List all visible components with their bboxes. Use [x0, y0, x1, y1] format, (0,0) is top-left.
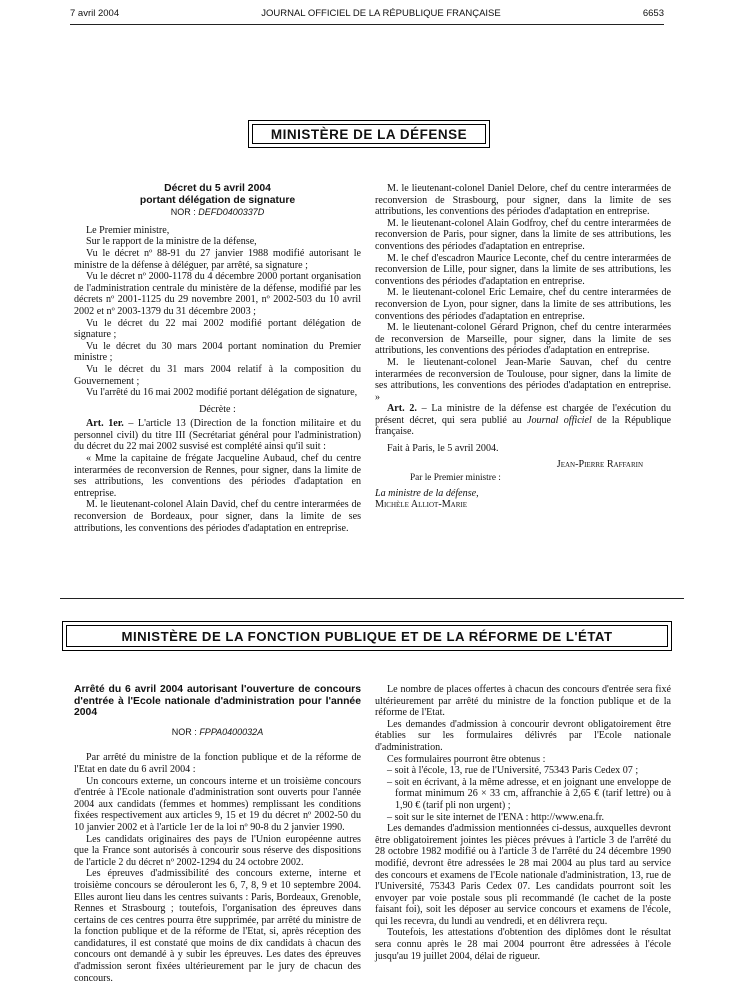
section-heading-text: MINISTÈRE DE LA DÉFENSE: [270, 126, 468, 142]
section-heading-defense: [248, 120, 490, 148]
arrete-paragraph: Les demandes d'admission mentionnées ci-dessus, auxquelles devront être obligatoirement jointes les pièces prévues à l'article 3 de l'arrêté du 28 octobre 1982 modifié ou à l'article 3 de l'arrêté du 24 décembre 1990 modifié, devront être adressées le 28 mai 2004 au plus tard au service des concours et examens de l'Ecole nationale d'administration, 13, rue de l'Université, 75343 Paris Cedex 07. Les candidats pourront soit les envoyer par voie postale sous pli recommandé (le cachet de la poste faisant foi), soit les déposer au service concours et examens de l'école, qui les recevra, du lundi au vendredi, et en délivrera reçu.: [375, 823, 671, 927]
formulaire-option: – soit en écrivant, à la même adresse, et en joignant une enveloppe de format minimum 26 × 33 cm, affranchie à 2,65 € (tarif lettre) ou à 1,90 € (tarif pli non urgent) ;: [387, 776, 671, 811]
header-journal-title: JOURNAL OFFICIEL DE LA RÉPUBLIQUE FRANÇAISE: [261, 8, 501, 19]
decret-nor: [74, 207, 361, 219]
article-1-designations-continued: [375, 183, 671, 403]
header-rule: [70, 24, 664, 25]
ministre-title-text: La ministre de la défense,: [375, 487, 479, 499]
article-2-text-a: – La ministre de la défense est chargée de l'exécution du présent décret, qui sera publié au: [375, 403, 671, 426]
section-divider: [60, 598, 684, 599]
nor-label: NOR :: [170, 207, 199, 218]
running-header: [70, 8, 664, 19]
decret-left-column: [74, 183, 361, 534]
designation-paragraph: M. le lieutenant-colonel Jean-Marie Sauvan, chef du centre interarmées de reconversion de Toulouse, pour signer, dans la limite de ses attributions, les conventions des périodes d'adaptation en entreprise. »: [375, 356, 671, 403]
article-1: [74, 418, 361, 453]
nor-code: FPPA0400032A: [199, 726, 264, 737]
section-heading-inner-frame: [252, 124, 486, 144]
formulaires-list: [375, 765, 671, 823]
section-heading-fonction-publique: [62, 621, 672, 651]
visa-paragraph: Vu le décret du 22 mai 2002 modifié portant délégation de signature ;: [74, 317, 361, 341]
arrete-paragraph: Les demandes d'admission à concourir devront obligatoirement être établies sur les formulaires délivrés par l'Ecole nationale d'administration.: [375, 718, 671, 753]
header-page-number: 6653: [642, 8, 664, 19]
article-1-label: Art. 1er.: [86, 418, 124, 430]
designation-paragraph: M. le chef d'escadron Maurice Leconte, chef du centre interarmées de reconversion de Lille, pour signer, dans la limite de ses attributions, les conventions des périodes d'adaptation en entreprise.: [375, 252, 671, 287]
visa-paragraph: Vu le décret nº 88-91 du 27 janvier 1988 modifié autorisant le ministre de la défense à déléguer, par arrêté, sa signature ;: [74, 247, 361, 271]
decret-title: [74, 183, 361, 206]
arrete-paragraph: Les candidats originaires des pays de l'Union européenne autres que la France sont autorisés à concourir sous réserve des dispositions de l'article 2 du décret nº 2002-1294 du 24 octobre 2002.: [74, 833, 361, 868]
ministre-name: Michèle Alliot-Marie: [375, 499, 467, 511]
decrete-label: Décrète :: [199, 403, 236, 415]
nor-code: DEFD0400337D: [198, 207, 265, 218]
section-heading-inner-frame: [66, 625, 668, 647]
article-2-label: Art. 2.: [387, 403, 417, 415]
arrete-body-left: [74, 752, 361, 984]
visa-paragraph: Vu le décret du 31 mars 2004 relatif à la composition du Gouvernement ;: [74, 363, 361, 387]
decret-title-line2: portant délégation de signature: [139, 194, 296, 206]
decret-right-column: [375, 183, 671, 511]
arrete-body-right-tail: [375, 823, 671, 962]
nor-label: NOR :: [171, 726, 200, 737]
designation-paragraph: M. le lieutenant-colonel Eric Lemaire, chef du centre interarmées de reconversion de Lyon, pour signer, dans la limite de ses attributions, les conventions des périodes d'adaptation en entreprise.: [375, 287, 671, 322]
header-date: 7 avril 2004: [70, 8, 120, 19]
visa-paragraph: Vu le décret du 30 mars 2004 portant nomination du Premier ministre ;: [74, 340, 361, 364]
arrete-title: Arrêté du 6 avril 2004 autorisant l'ouverture de concours d'entrée à l'Ecole nationale d'administration pour l'année 2004: [74, 684, 361, 719]
arrete-paragraph: Un concours externe, un concours interne et un troisième concours d'entrée à l'Ecole nationale d'administration sont ouverts pour l'année 2004 aux candidats (femmes et hommes) remplissant les conditions fixées respectivement aux articles 9, 15 et 19 du décret nº 2002-50 du 10 janvier 2002 et à l'article 1er de la loi nº 90-8 du 2 janvier 1990.: [74, 775, 361, 833]
arrete-right-column: [375, 684, 671, 962]
section-heading-text: MINISTÈRE DE LA FONCTION PUBLIQUE ET DE LA RÉFORME DE L'ÉTAT: [121, 628, 613, 644]
designation-paragraph: M. le lieutenant-colonel Gérard Prignon, chef du centre interarmées de reconversion de Marseille, pour signer, dans la limite de ses attributions, les conventions des périodes d'adaptation en entreprise.: [375, 322, 671, 357]
arrete-paragraph: Les épreuves d'admissibilité des concours externe, interne et troisième concours se dérouleront les 6, 7, 8, 9 et 10 septembre 2004. Elles auront lieu dans les centres suivants : Paris, Bordeaux, Grenoble, Rennes et Strasbourg ; toutefois, l'organisation des épreuves dans certains de ces centres pourra être supprimée, par arrêté du ministre de la fonction publique et de la réforme de l'Etat, si, après réception des candidatures, il est constaté que moins de dix candidats à chacun des concours ont demandé à y subir les épreuves. Les dates des épreuves d'admission seront fixées ultérieurement par le jury de chacun des concours.: [74, 868, 361, 984]
article-2-text-b: de la République française.: [375, 414, 672, 438]
arrete-paragraph: Par arrêté du ministre de la fonction publique et de la réforme de l'Etat en date du 6 avril 2004 :: [74, 752, 361, 775]
visa-paragraph: Vu le décret nº 2000-1178 du 4 décembre 2000 portant organisation de l'administration centrale du ministère de la défense, modifié par les décrets nº 2001-1125 du 29 novembre 2001, nº 2002-503 du 10 avril 2002 et nº 2003-1379 du 31 décembre 2003 ;: [74, 271, 361, 317]
visa-paragraph: Le Premier ministre,: [86, 224, 170, 236]
article-2-italic: Journal officiel: [527, 414, 592, 426]
arrete-paragraph: Le nombre de places offertes à chacun des concours d'entrée sera fixé ultérieurement par arrêté du ministre de la fonction publique et de la réforme de l'Etat.: [375, 684, 671, 719]
designation-paragraph: M. le lieutenant-colonel Alain David, chef du centre interarmées de reconversion de Bordeaux, pour signer, dans la limite de ses attributions, les conventions des périodes d'adaptation en entreprise.: [74, 499, 361, 534]
article-2: [375, 403, 671, 438]
visa-paragraph: Sur le rapport de la ministre de la défense,: [86, 236, 257, 248]
par-le-premier-ministre: Par le Premier ministre :: [410, 473, 501, 484]
designation-paragraph: M. le lieutenant-colonel Alain Godfroy, chef du centre interarmées de reconversion de Paris, pour signer, dans la limite de ses attributions, les conventions des périodes d'adaptation en entreprise.: [375, 217, 671, 252]
formulaire-option: – soit à l'école, 13, rue de l'Université, 75343 Paris Cedex 07 ;: [387, 765, 639, 777]
visa-paragraph: Vu l'arrêté du 16 mai 2002 modifié portant délégation de signature,: [86, 387, 358, 399]
ministre-title: [375, 488, 671, 500]
decret-title-line1: Décret du 5 avril 2004: [164, 183, 271, 194]
arrete-paragraph: Ces formulaires pourront être obtenus :: [387, 753, 546, 765]
decret-visas: [74, 225, 361, 399]
formulaire-option: – soit sur le site internet de l'ENA : http://www.ena.fr.: [387, 811, 605, 823]
arrete-paragraph: Toutefois, les attestations d'obtention des diplômes dont le résultat sera connu après le 28 mai 2004 pourront être adressées à l'école jusqu'au 19 juillet 2004, délai de rigueur.: [375, 927, 671, 962]
signatory-prime-minister: Jean-Pierre Raffarin: [556, 458, 643, 470]
article-1-designations: [74, 453, 361, 534]
arrete-left-column: [74, 684, 361, 984]
designation-paragraph: M. le lieutenant-colonel Daniel Delore, chef du centre interarmées de reconversion de Strasbourg, pour signer, dans la limite de ses attributions, les conventions des périodes d'adaptation en entreprise.: [375, 183, 671, 218]
designation-paragraph: « Mme la capitaine de frégate Jacqueline Aubaud, chef du centre interarmées de reconversion de Rennes, pour signer, dans la limite de ses attributions, les conventions des périodes d'adaptation en entreprise.: [74, 453, 361, 499]
article-1-text: – L'article 13 (Direction de la fonction militaire et du personnel civil) du titre III (Secrétariat général pour l'administration) du décret du 22 mai 2002 susvisé est complété ainsi qu'il suit :: [74, 418, 361, 453]
arrete-nor: [74, 727, 361, 739]
fait-a-paris: Fait à Paris, le 5 avril 2004.: [387, 443, 499, 455]
arrete-body-right: [375, 684, 671, 765]
